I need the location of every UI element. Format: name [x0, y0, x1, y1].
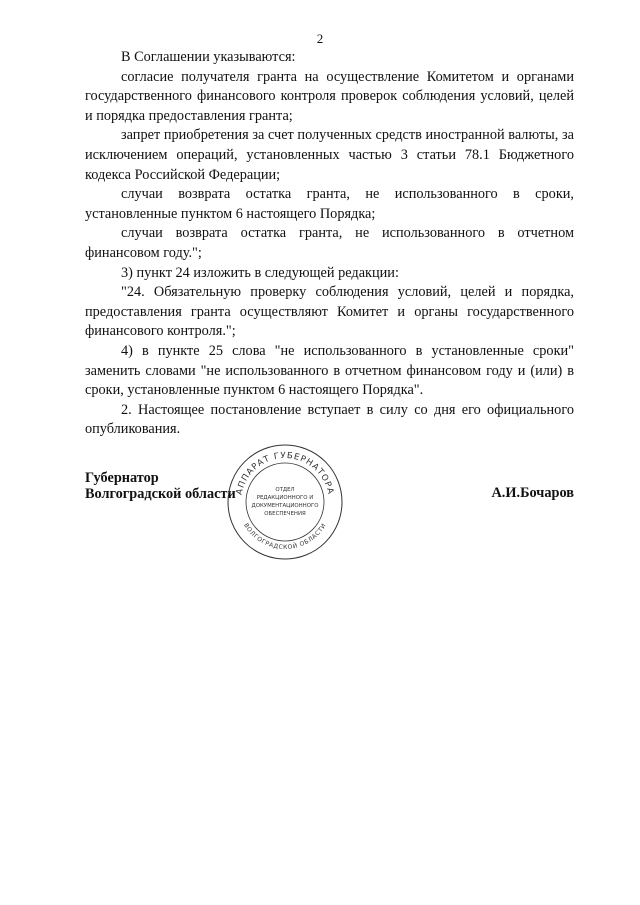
signatory-title	[85, 470, 236, 502]
paragraph: 4) в пункте 25 слова "не использованного в установленные сроки" заменить словами "не использованного в отчетном финансовом году и (или) в сроки, установленные пунктом 6 настоящего Порядка".	[85, 342, 574, 399]
signature-block	[85, 450, 574, 590]
stamp-outer-bottom-text: ВОЛГОГРАДСКОЙ ОБЛАСТИ	[242, 522, 328, 552]
signatory-title-line2: Волгоградской области	[85, 486, 236, 502]
stamp-inner-line: ОТДЕЛ	[275, 487, 295, 493]
stamp-inner-line: ОБЕСПЕЧЕНИЯ	[264, 511, 306, 517]
stamp-inner-line: ДОКУМЕНТАЦИОННОГО	[251, 503, 319, 509]
paragraph: "24. Обязательную проверку соблюдения условий, целей и порядка, предоставления гранта осуществляют Комитет и органы государственного финансового контроля.";	[85, 284, 574, 340]
official-stamp	[225, 442, 345, 562]
stamp-outer-top-text: АППАРАТ ГУБЕРНАТОРА	[234, 450, 336, 496]
paragraph: запрет приобретения за счет полученных средств иностранной валюты, за исключением операций, установленных частью 3 статьи 78.1 Бюджетного кодекса Российской Федерации;	[85, 127, 574, 183]
signatory-name: А.И.Бочаров	[491, 485, 574, 501]
page-number: 2	[316, 31, 324, 46]
signatory-title-line1: Губернатор	[85, 470, 159, 486]
paragraph: 2. Настоящее постановление вступает в силу со дня его официального опубликования.	[85, 401, 574, 438]
stamp-inner-line: РЕДАКЦИОННОГО И	[256, 495, 314, 501]
paragraph: случаи возврата остатка гранта, не использованного в отчетном финансовом году.";	[85, 225, 574, 261]
paragraph: случаи возврата остатка гранта, не использованного в сроки, установленные пунктом 6 настоящего Порядка;	[85, 186, 574, 222]
paragraph: 3) пункт 24 изложить в следующей редакции:	[121, 264, 399, 281]
document-body	[85, 48, 574, 440]
paragraph: В Соглашении указываются:	[121, 49, 296, 65]
paragraph: согласие получателя гранта на осуществление Комитетом и органами государственного финансового контроля проверок соблюдения условий, целей и порядка предоставления гранта;	[85, 68, 574, 124]
